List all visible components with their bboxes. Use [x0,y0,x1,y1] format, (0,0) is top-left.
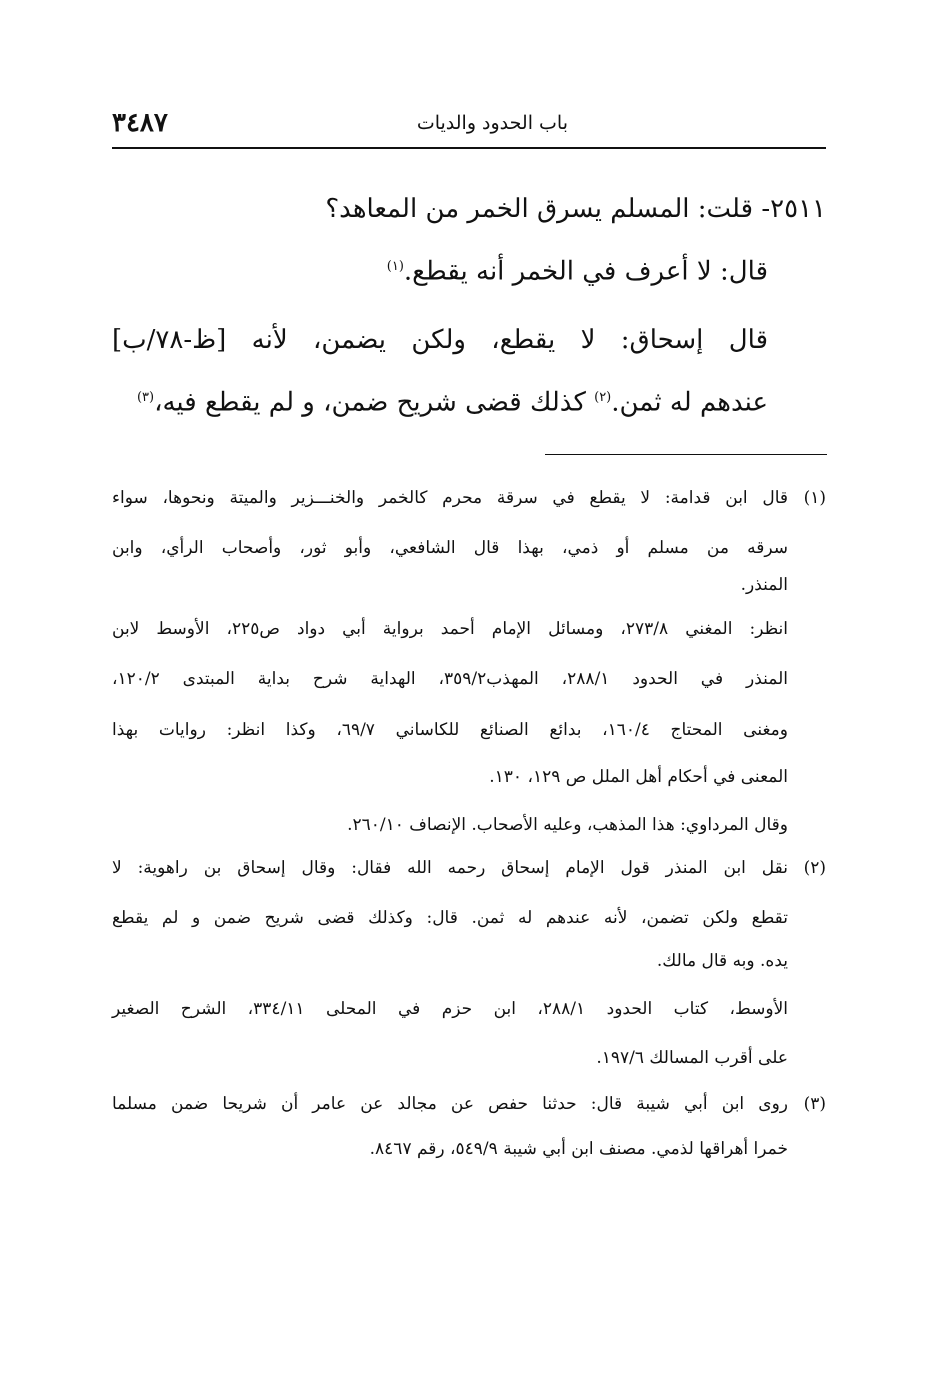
page-header [112,108,826,144]
footnotes [112,482,826,1167]
footnote-line [112,714,826,748]
footnote-text: يده. وبه قال مالك. [656,951,788,971]
footnote-marker: (٣) [803,1093,826,1114]
footnote-line [112,852,826,886]
footnote-ref-1: (١) [386,259,404,274]
footnote-text: الأوسط، كتاب الحدود ٢٨٨/١، ابن حزم في المحلى ٣٣٤/١١، الشرح الصغير [112,998,788,1019]
footnote-marker: (١) [803,488,826,508]
footnote-line [112,532,826,566]
question-line [112,180,826,238]
footnote-text: على أقرب المسالك ١٩٧/٦. [596,1048,788,1068]
ishaq-line [112,311,826,369]
footnote-line [112,902,826,936]
footnote-text: خمرا أهراقها لذمي. مصنف ابن أبي شيبة ٥٤٩/٩، رقم ٨٤٦٧. [369,1139,788,1159]
footnote-marker: (٢) [803,858,826,878]
footnote-line [112,809,826,843]
footnote-text: ومغنى المحتاج ١٦٠/٤، بدائع الصنائع للكاساني ٦٩/٧، وكذا انظر: روايات بهذا [112,719,788,740]
footnote-text: المنذر في الحدود ٢٨٨/١، المهذب٣٥٩/٢، الهداية شرح بداية المبتدى ١٢٠/٢، [112,669,788,689]
header-rule [112,147,826,149]
main-text [112,180,826,431]
footnote-line [112,761,826,795]
footnote-text: انظر: المغني ٢٧٣/٨، ومسائل الإمام أحمد برواية أبي دواد ص٢٢٥، الأوسط لابن [112,618,789,639]
answer-line [112,238,826,301]
footnote-text: المنذر. [740,575,788,595]
ishaq-continuation-line [112,369,826,432]
footnote-line [112,1133,826,1167]
ishaq-continuation-b: كذلك قضى شريح ضمن، و لم يقطع فيه، [154,387,595,418]
footnote-text: نقل ابن المنذر قول الإمام إسحاق رحمه الله فقال: وقال إسحاق بن راهوية: لا [112,858,788,878]
ishaq-continuation-a: عندهم له ثمن. [611,387,768,418]
footnote-line [112,945,826,979]
chapter-title: باب الحدود والديات [416,112,568,134]
ishaq-text: قال إسحاق: لا يقطع، ولكن يضمن، لأنه [ظ-٧٨/ب] [112,324,768,355]
footnote-text: تقطع ولكن تضمن، لأنه عندهم له ثمن. قال: وكذلك قضى شريح ضمن و لم يقطع [112,907,788,928]
footnote-ref-3: (٣) [136,389,155,405]
footnote-separator [545,454,827,455]
question-text: ٢٥١١- قلت: المسلم يسرق الخمر من المعاهد؟ [325,194,826,224]
footnote-line [112,482,826,516]
footnote-text: سرقه من مسلم أو ذمي، بهذا قال الشافعي، وأبو ثور، وأصحاب الرأي، وابن [112,537,788,558]
footnote-ref-2: (٢) [594,389,612,405]
footnote-line [112,663,826,697]
footnote-text: قال ابن قدامة: لا يقطع في سرقة محرم كالخمر والخنـــزير والميتة ونحوها، سواء [112,488,788,508]
page-number: ٣٤٨٧ [112,108,168,138]
footnote-line [112,993,826,1027]
footnote-line [112,1042,826,1076]
footnote-1 [112,482,826,842]
footnote-line [112,569,826,603]
answer-text: قال: لا أعرف في الخمر أنه يقطع. [403,256,768,287]
footnote-text: وقال المرداوي: هذا المذهب، وعليه الأصحاب. الإنصاف ٢٦٠/١٠. [347,814,788,835]
footnote-text: المعنى في أحكام أهل الملل ص ١٢٩، ١٣٠. [489,767,788,787]
footnote-3 [112,1088,826,1167]
footnote-2 [112,852,826,1076]
footnote-line [112,1088,826,1122]
footnote-line [112,613,826,647]
footnote-text: روى ابن أبي شيبة قال: حدثنا حفص عن مجالد عن عامر أن شريحا ضمن مسلما [112,1093,788,1114]
